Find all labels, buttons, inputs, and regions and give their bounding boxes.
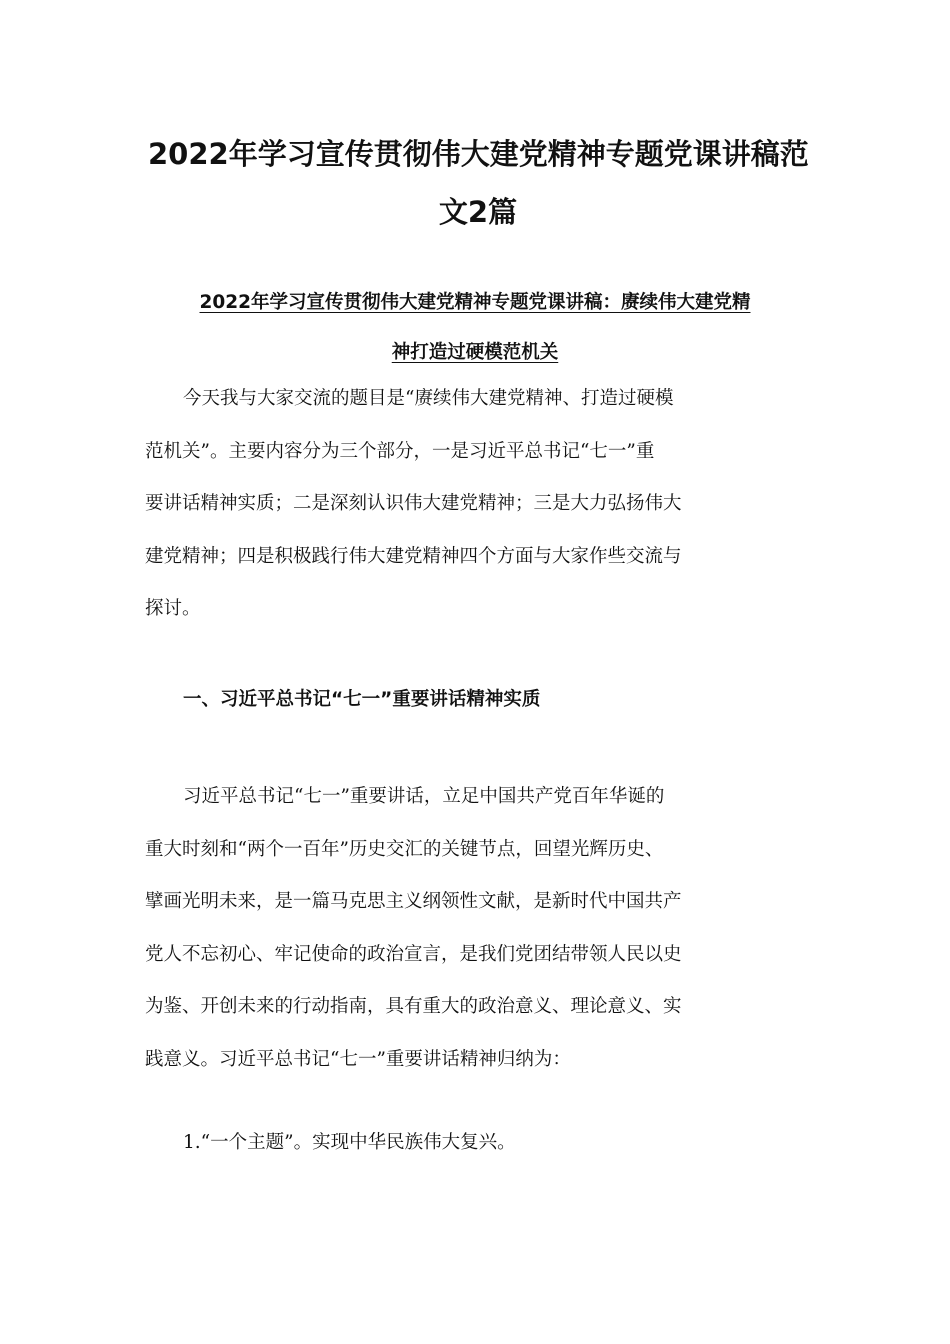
intro-line: 建党精神；四是积极践行伟大建党精神四个方面与大家作些交流与: [145, 545, 682, 567]
section-line: 擘画光明未来，是一篇马克思主义纲领性文献，是新时代中国共产: [145, 891, 682, 912]
article-subtitle: [140, 278, 810, 378]
section-line: 践意义。习近平总书记“七一”重要讲话精神归纳为：: [145, 1048, 571, 1070]
article-subtitle-line-1: 2022年学习宣传贯彻伟大建党精神专题党课讲稿：赓续伟大建党精: [199, 292, 751, 313]
section-line: 重大时刻和“两个一百年”历史交汇的关键节点，回望光辉历史、: [145, 838, 664, 860]
section-line: 党人不忘初心、牢记使命的政治宣言，是我们党团结带领人民以史: [145, 943, 682, 965]
section-heading: 一、习近平总书记“七一”重要讲话精神实质: [183, 689, 541, 710]
document-title-line-2: 文2篇: [438, 195, 518, 229]
intro-line: 要讲话精神实质；二是深刻认识伟大建党精神；三是大力弘扬伟大: [145, 493, 682, 514]
intro-line: 探讨。: [145, 598, 201, 619]
intro-line: 范机关”。主要内容分为三个部分，一是习近平总书记“七一”重: [145, 440, 655, 462]
intro-line: 今天我与大家交流的题目是“赓续伟大建党精神、打造过硬模: [183, 388, 674, 409]
section-line: 为鉴、开创未来的行动指南，具有重大的政治意义、理论意义、实: [145, 996, 682, 1017]
document-title-line-1: 2022年学习宣传贯彻伟大建党精神专题党课讲稿范: [148, 137, 809, 171]
article-subtitle-line-2: 神打造过硬模范机关: [391, 342, 559, 363]
list-item: 1.“一个主题”。实现中华民族伟大复兴。: [183, 1132, 516, 1153]
intro-paragraph: [145, 373, 811, 636]
document-title: [148, 125, 808, 241]
section-line: 习近平总书记“七一”重要讲话，立足中国共产党百年华诞的: [183, 786, 665, 807]
section-paragraph: [145, 771, 811, 1086]
